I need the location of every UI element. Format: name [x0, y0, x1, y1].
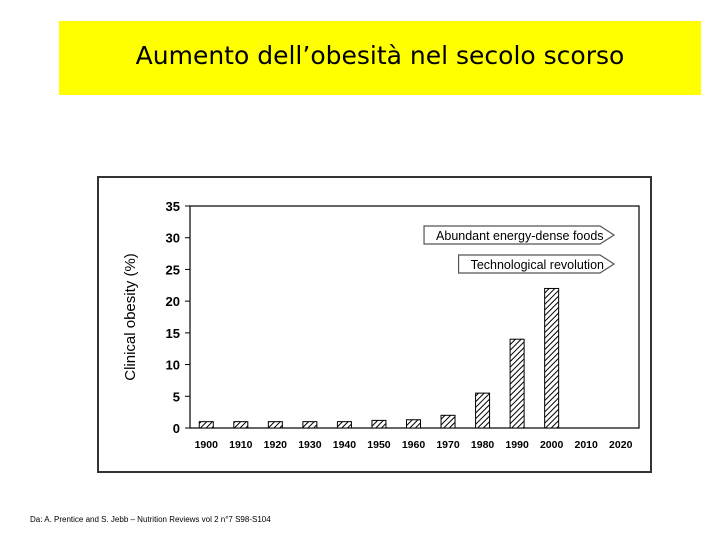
bar	[441, 415, 455, 428]
x-tick-label: 1930	[298, 439, 322, 451]
x-tick-label: 1920	[263, 439, 288, 451]
bar	[510, 339, 524, 428]
page-title: Aumento dell’obesità nel secolo scorso	[135, 41, 625, 70]
x-tick-label: 1970	[436, 439, 460, 451]
y-axis-label: Clinical obesity (%)	[122, 253, 139, 381]
x-tick-label: 1940	[332, 439, 357, 451]
bar	[234, 422, 248, 428]
bar	[268, 422, 282, 428]
x-tick-label: 1960	[401, 439, 426, 451]
x-tick-label: 2020	[609, 439, 633, 451]
annotation-label: Technological revolution	[470, 258, 604, 272]
y-tick-label: 35	[165, 199, 180, 214]
bar	[199, 422, 213, 428]
x-tick-label: 1990	[505, 439, 529, 451]
x-tick-label: 2000	[539, 439, 564, 451]
x-tick-label: 2010	[574, 439, 598, 451]
obesity-bar-chart	[99, 178, 650, 471]
title-banner	[59, 21, 701, 95]
bar	[303, 422, 317, 428]
y-tick-label: 20	[165, 294, 180, 310]
y-tick-label: 0	[172, 421, 180, 436]
x-tick-label: 1950	[367, 439, 391, 451]
x-tick-label: 1910	[229, 439, 253, 451]
bar	[476, 393, 490, 428]
y-tick-label: 25	[165, 262, 180, 278]
y-tick-label: 30	[165, 230, 180, 246]
x-tick-label: 1900	[194, 439, 218, 451]
annotation-label: Abundant energy-dense foods	[436, 229, 604, 243]
bar	[407, 420, 421, 428]
bar	[545, 288, 559, 428]
y-tick-label: 15	[165, 325, 180, 341]
y-tick-label: 5	[172, 389, 180, 405]
x-tick-label: 1980	[470, 439, 495, 451]
chart-frame	[97, 176, 652, 473]
source-citation: Da: A. Prentice and S. Jebb – Nutrition Reviews vol 2 n°7 S98-S104	[30, 515, 271, 524]
bar	[337, 422, 351, 428]
bar	[372, 420, 386, 428]
y-tick-label: 10	[165, 357, 180, 373]
